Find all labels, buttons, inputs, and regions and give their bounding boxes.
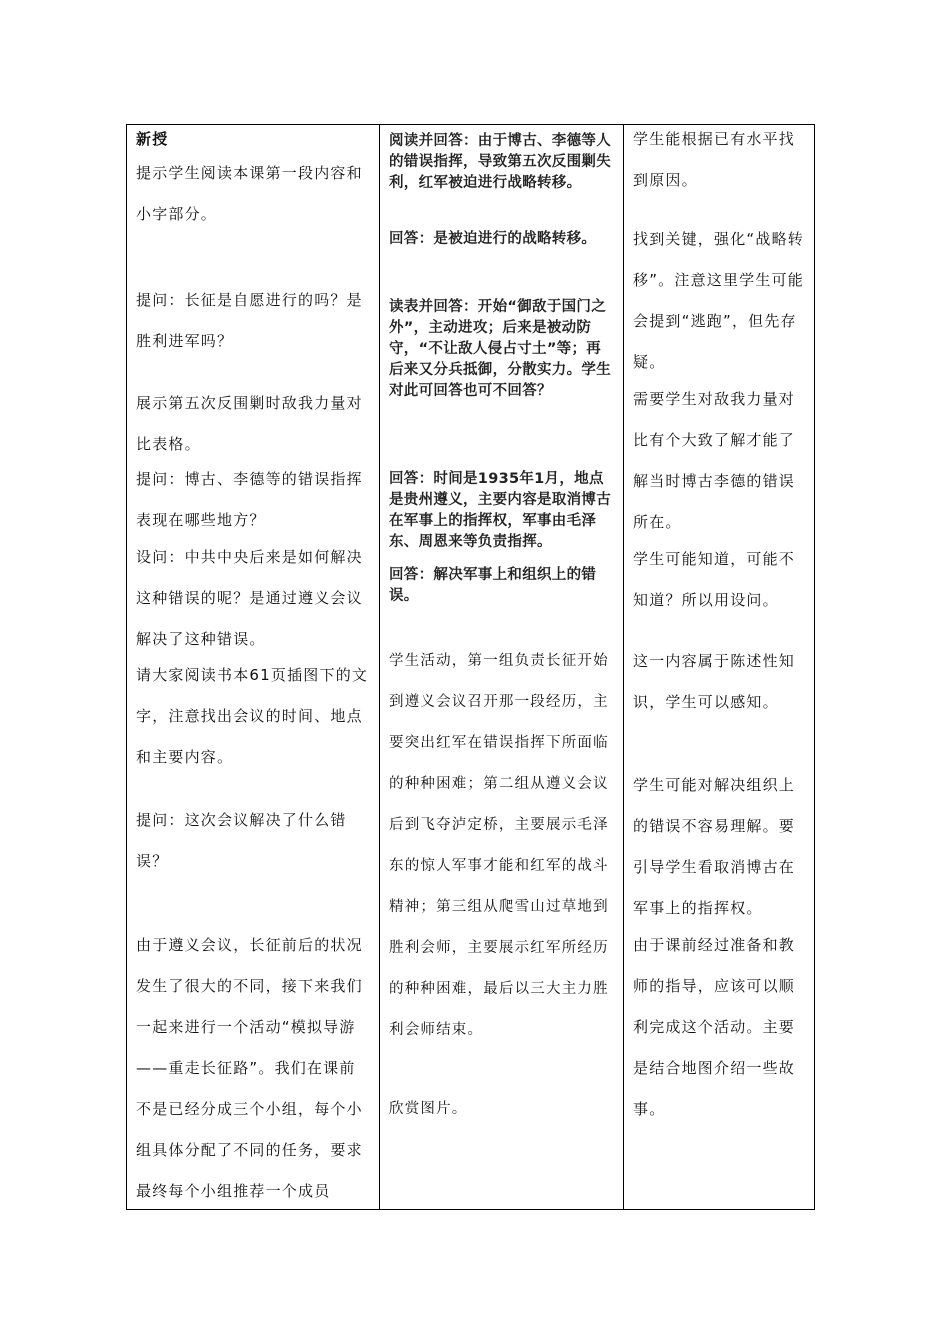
student-paragraph: 欣赏图片。 [389,1101,468,1117]
column-divider [623,125,624,1209]
intent-paragraph: 学生能根据已有水平找到原因。 [633,130,796,189]
section-heading: 新授 [136,130,169,148]
teacher-paragraph: 提示学生阅读本课第一段内容和小字部分。 [136,164,363,223]
teacher-paragraph: 提问：博古、李德等的错误指挥表现在哪些地方？ [136,470,363,529]
design-intent-column [633,125,808,1209]
intent-paragraph: 这一内容属于陈述性知识，学生可以感知。 [633,652,796,711]
student-paragraph: 学生活动，第一组负责长征开始到遵义会议召开那一段经历，主要突出红军在错误指挥下所面临的种种困难；第二组从遵义会议后到飞夺泸定桥，主要展示毛泽东的惊人军事才能和红军的战斗精神；第三组从爬雪山过草地到胜利会师，主要展示红军所经历的种种困难，最后以三大主力胜利会师结束。 [389,653,609,1038]
intent-paragraph: 找到关键，强化“战略转移”。注意这里学生可能会提到“逃跑”，但先存疑。 [633,230,804,371]
intent-paragraph: 由于课前经过准备和教师的指导，应该可以顺利完成这个活动。主要是结合地图介绍一些故事。 [633,936,796,1118]
lesson-plan-table [126,124,815,1210]
teacher-activity-column [136,125,371,1209]
student-paragraph: 回答：是被迫进行的战略转移。 [389,231,597,247]
teacher-paragraph: 提问：长征是自愿进行的吗？是胜利进军吗？ [136,291,363,350]
column-divider [379,125,380,1209]
teacher-paragraph: 提问：这次会议解决了什么错误？ [136,811,347,870]
intent-paragraph: 需要学生对敌我力量对比有个大致了解才能了解当时博古李德的错误所在。 [633,390,796,531]
student-activity-column [389,125,615,1209]
intent-paragraph: 学生可能知道，可能不知道？所以用设问。 [633,550,796,609]
student-paragraph: 阅读并回答：由于博古、李德等人的错误指挥，导致第五次反围剿失利，红军被迫进行战略转移。 [389,133,611,191]
teacher-paragraph: 由于遵义会议，长征前后的状况发生了很大的不同，接下来我们一起来进行一个活动“模拟导游——重走长征路”。我们在课前不是已经分成三个小组，每个小组具体分配了不同的任务，要求最终每个小组推荐一个成员 [136,936,363,1200]
teacher-paragraph: 请大家阅读书本61页插图下的文字，注意找出会议的时间、地点和主要内容。 [136,666,369,766]
teacher-paragraph: 展示第五次反围剿时敌我力量对比表格。 [136,394,363,453]
teacher-paragraph: 设问：中共中央后来是如何解决这种错误的呢？是通过遵义会议解决了这种错误。 [136,548,363,648]
student-paragraph: 回答：时间是1935年1月，地点是贵州遵义，主要内容是取消博古在军事上的指挥权，军事由毛泽东、周恩来等负责指挥。 [389,471,611,550]
student-paragraph: 回答：解决军事上和组织上的错误。 [389,567,597,604]
student-paragraph: 读表并回答：开始“御敌于国门之外”，主动进攻；后来是被动防守，“不让敌人侵占寸土”等；再后来又分兵抵御，分散实力。学生对此可回答也可不回答？ [389,299,611,399]
intent-paragraph: 学生可能对解决组织上的错误不容易理解。要引导学生看取消博古在军事上的指挥权。 [633,776,796,917]
